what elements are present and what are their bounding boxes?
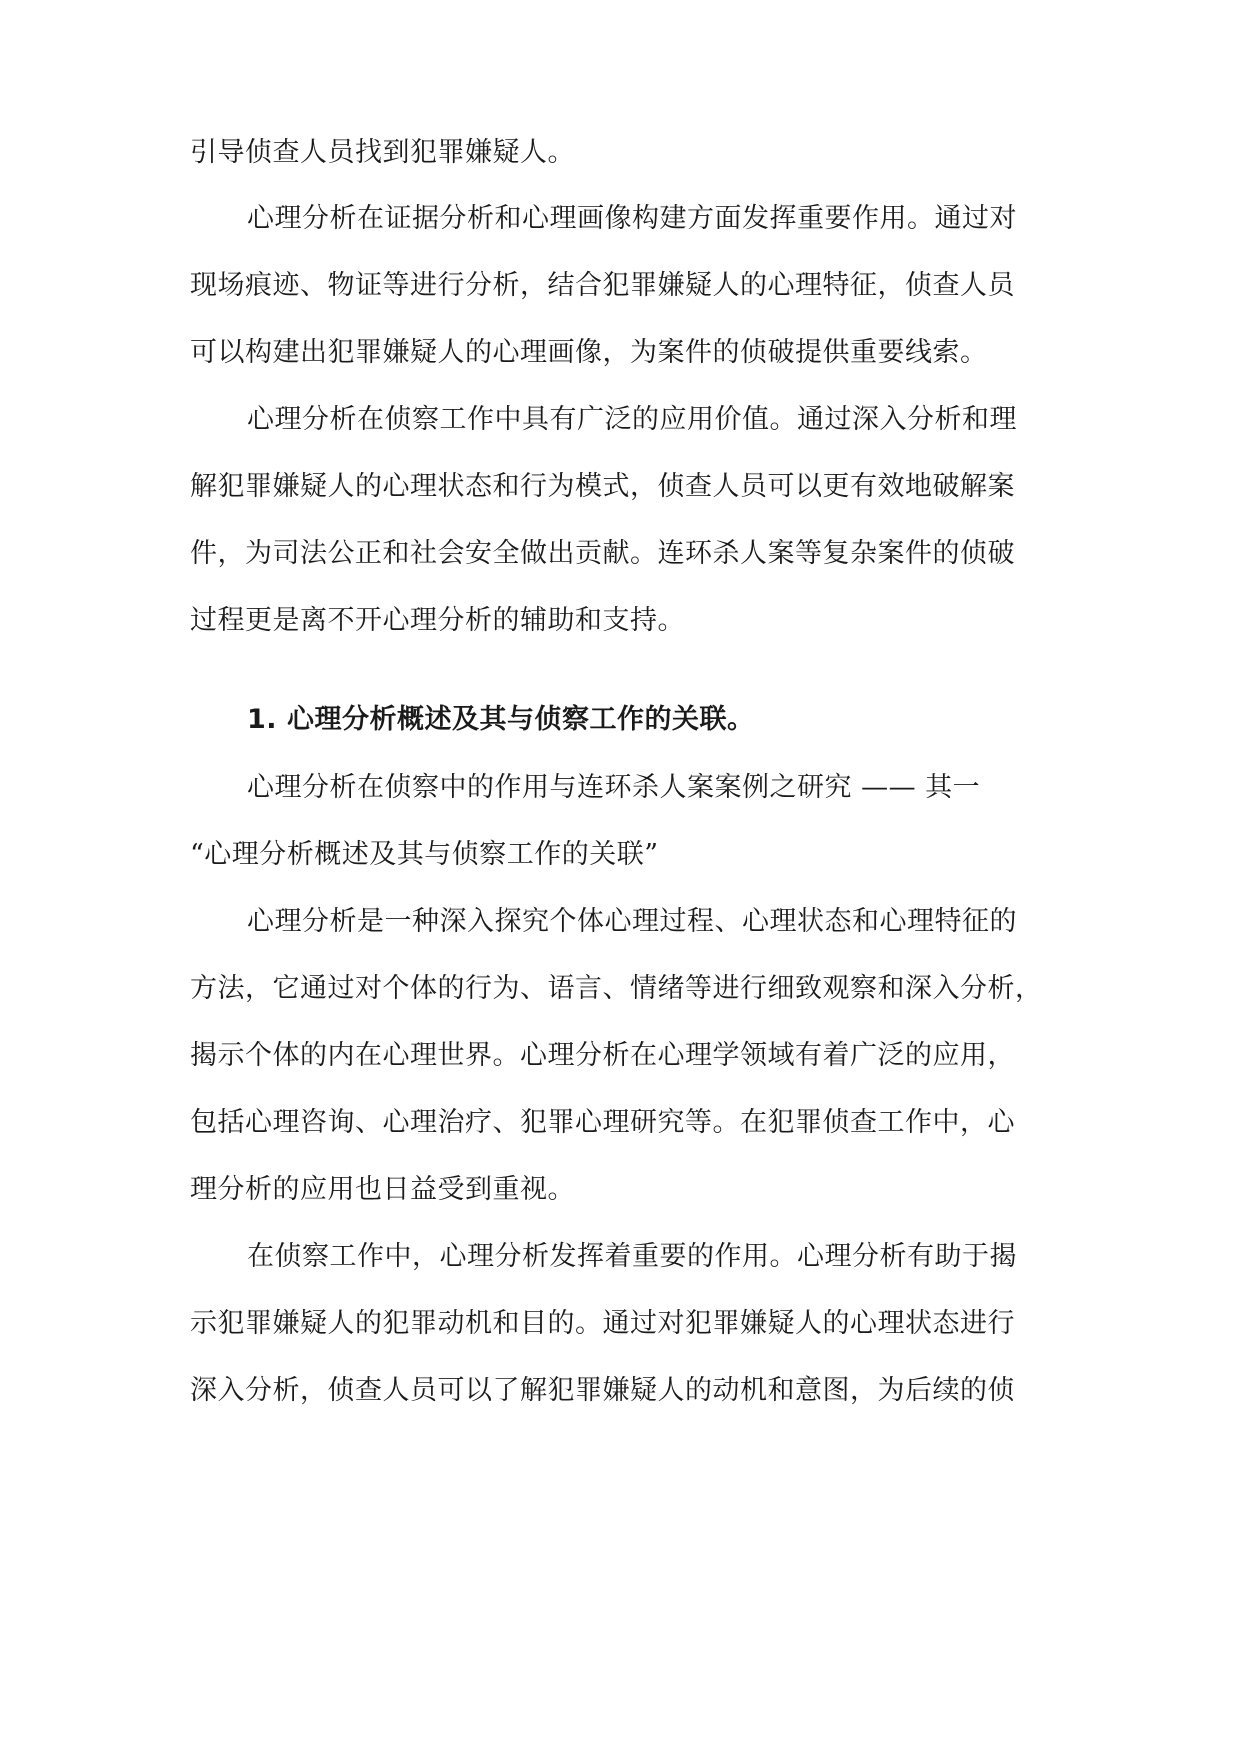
- text-line: 示犯罪嫌疑人的犯罪动机和目的。通过对犯罪嫌疑人的心理状态进行: [190, 1308, 1015, 1339]
- text-line: 揭示个体的内在心理世界。心理分析在心理学领域有着广泛的应用，: [190, 1040, 1015, 1071]
- text-line: 理分析的应用也日益受到重视。: [190, 1174, 575, 1205]
- text-line: 引导侦查人员找到犯罪嫌疑人。: [190, 137, 575, 168]
- text-line: 方法，它通过对个体的行为、语言、情绪等进行细致观察和深入分析，: [190, 973, 1043, 1004]
- text-line: 包括心理咨询、心理治疗、犯罪心理研究等。在犯罪侦查工作中，心: [190, 1107, 1015, 1138]
- subtitle-line: “心理分析概述及其与侦察工作的关联”: [190, 839, 659, 870]
- text-line: 可以构建出犯罪嫌疑人的心理画像，为案件的侦破提供重要线索。: [190, 337, 988, 368]
- section-heading: 1. 心理分析概述及其与侦察工作的关联。: [247, 704, 755, 735]
- paragraph-first-line: 心理分析在证据分析和心理画像构建方面发挥重要作用。通过对: [247, 203, 1017, 234]
- paragraph-first-line: 心理分析是一种深入探究个体心理过程、心理状态和心理特征的: [247, 906, 1017, 937]
- text-line: 现场痕迹、物证等进行分析，结合犯罪嫌疑人的心理特征，侦查人员: [190, 270, 1015, 301]
- text-line: 解犯罪嫌疑人的心理状态和行为模式，侦查人员可以更有效地破解案: [190, 471, 1015, 502]
- paragraph-first-line: 心理分析在侦察工作中具有广泛的应用价值。通过深入分析和理: [247, 404, 1017, 435]
- text-line: 深入分析，侦查人员可以了解犯罪嫌疑人的动机和意图，为后续的侦: [190, 1375, 1015, 1406]
- text-line: 过程更是离不开心理分析的辅助和支持。: [190, 605, 685, 636]
- text-line: 件，为司法公正和社会安全做出贡献。连环杀人案等复杂案件的侦破: [190, 538, 1015, 569]
- paragraph-first-line: 心理分析在侦察中的作用与连环杀人案案例之研究 —— 其一: [247, 772, 981, 803]
- paragraph-first-line: 在侦察工作中，心理分析发挥着重要的作用。心理分析有助于揭: [247, 1241, 1017, 1272]
